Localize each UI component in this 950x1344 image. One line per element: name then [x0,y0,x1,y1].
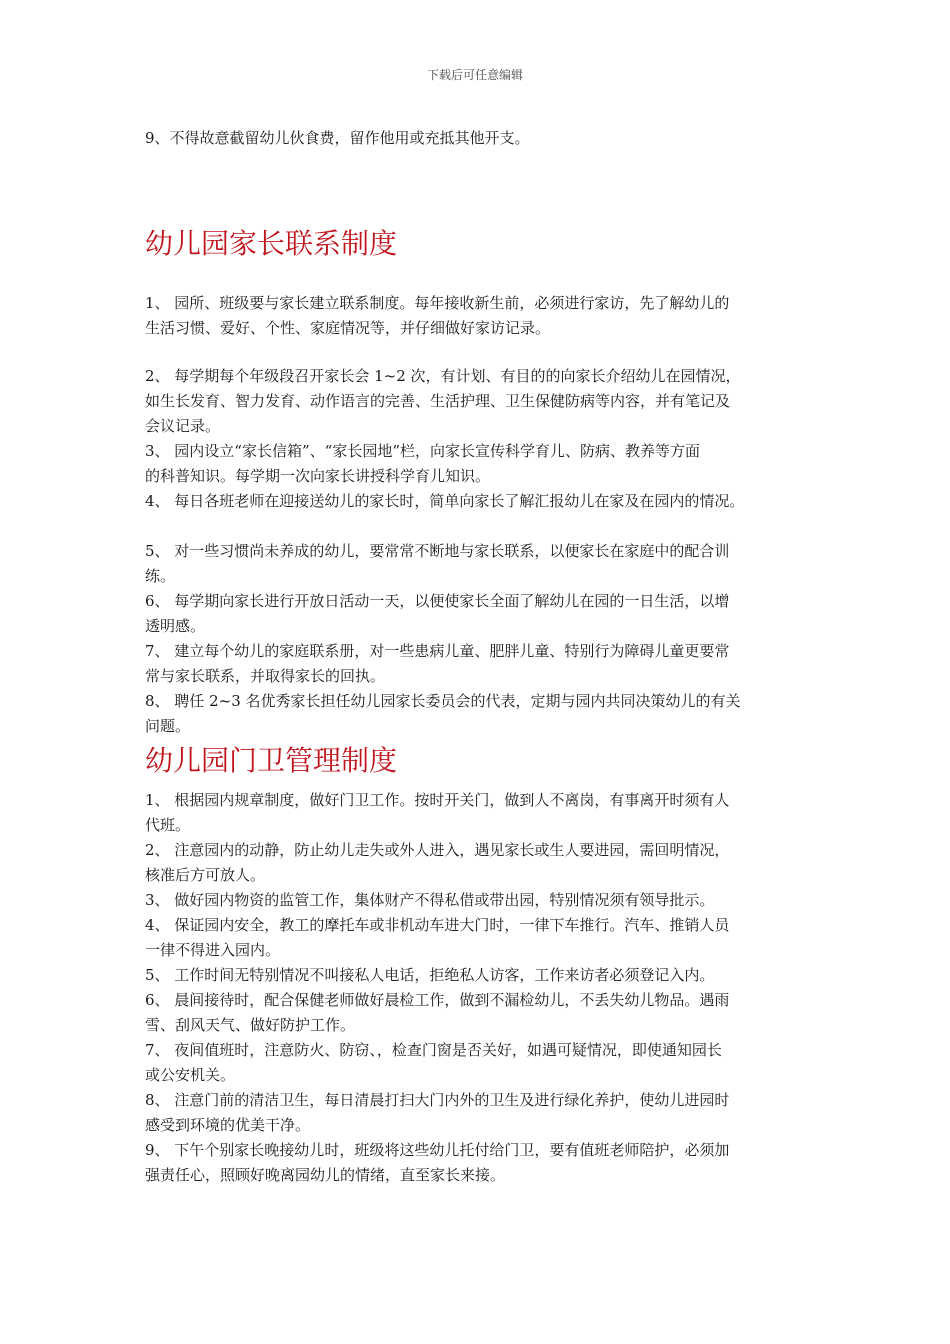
paragraph-line: 核准后方可放人。 [145,866,266,884]
paragraph-line: 1、 根据园内规章制度，做好门卫工作。按时开关门，做到人不离岗，有事离开时须有人 [145,791,730,809]
paragraph-line: 会议记录。 [145,417,221,435]
paragraph-line: 透明感。 [145,617,206,635]
paragraph-line: 9、 下午个别家长晚接幼儿时，班级将这些幼儿托付给门卫，要有值班老师陪护，必须加 [145,1141,730,1159]
paragraph-line: 2、 每学期每个年级段召开家长会 1~2 次，有计划、有目的的向家长介绍幼儿在园情况， [145,367,741,385]
paragraph-line: 常与家长联系，并取得家长的回执。 [145,667,386,685]
paragraph-line: 4、 保证园内安全，教工的摩托车或非机动车进大门时，一律下车推行。汽车、推销人员 [145,916,730,934]
paragraph-line: 问题。 [145,717,191,735]
paragraph-line: 8、 注意门前的清洁卫生，每日清晨打扫大门内外的卫生及进行绿化养护，使幼儿进园时 [145,1091,730,1109]
paragraph-line: 3、 园内设立“家长信箱”、“家长园地”栏，向家长宣传科学育儿、防病、教养等方面 [145,442,700,460]
paragraph-line: 7、 建立每个幼儿的家庭联系册，对一些患病儿童、肥胖儿童、特别行为障碍儿童更要常 [145,642,730,660]
section-title-parent-contact: 幼儿园家长联系制度 [145,227,398,260]
paragraph-line: 练。 [145,567,176,585]
paragraph-line: 6、 每学期向家长进行开放日活动一天，以便使家长全面了解幼儿在园的一日生活，以增 [145,592,730,610]
paragraph-line: 一律不得进入园内。 [145,941,281,959]
paragraph-line: 4、 每日各班老师在迎接送幼儿的家长时，简单向家长了解汇报幼儿在家及在园内的情况。 [145,492,745,510]
paragraph-line: 或公安机关。 [145,1066,236,1084]
paragraph-line: 2、 注意园内的动静，防止幼儿走失或外人进入，遇见家长或生人要进园，需回明情况， [145,841,730,859]
section-title-gate-management: 幼儿园门卫管理制度 [145,744,398,777]
intro-line: 9、不得故意截留幼儿伙食费，留作他用或充抵其他开支。 [145,129,530,147]
paragraph-line: 6、 晨间接待时，配合保健老师做好晨检工作，做到不漏检幼儿，不丢失幼儿物品。遇雨 [145,991,730,1009]
paragraph-line: 雪、刮风天气、做好防护工作。 [145,1016,356,1034]
paragraph-line: 的科普知识。每学期一次向家长讲授科学育儿知识。 [145,467,491,485]
paragraph-line: 5、 工作时间无特别情况不叫接私人电话，拒绝私人访客，工作来访者必须登记入内。 [145,966,715,984]
paragraph-line: 7、 夜间值班时，注意防火、防窃、，检查门窗是否关好，如遇可疑情况，即使通知园长 [145,1041,722,1059]
paragraph-line: 代班。 [145,816,191,834]
paragraph-line: 5、 对一些习惯尚未养成的幼儿，要常常不断地与家长联系，以便家长在家庭中的配合训 [145,542,730,560]
paragraph-line: 1、 园所、班级要与家长建立联系制度。每年接收新生前，必须进行家访，先了解幼儿的 [145,294,730,312]
paragraph-line: 3、 做好园内物资的监管工作，集体财产不得私借或带出园，特别情况须有领导批示。 [145,891,715,909]
page-header: 下载后可任意编辑 [426,68,523,82]
paragraph-line: 如生长发育、智力发育、动作语言的完善、生活护理、卫生保健防病等内容，并有笔记及 [145,392,731,410]
paragraph-line: 生活习惯、爱好、个性、家庭情况等，并仔细做好家访记录。 [145,319,551,337]
paragraph-line: 感受到环境的优美干净。 [145,1116,311,1134]
paragraph-line: 强责任心，照顾好晚离园幼儿的情绪，直至家长来接。 [145,1166,506,1184]
paragraph-line: 8、 聘任 2~3 名优秀家长担任幼儿园家长委员会的代表，定期与园内共同决策幼儿的有关 [145,692,741,710]
